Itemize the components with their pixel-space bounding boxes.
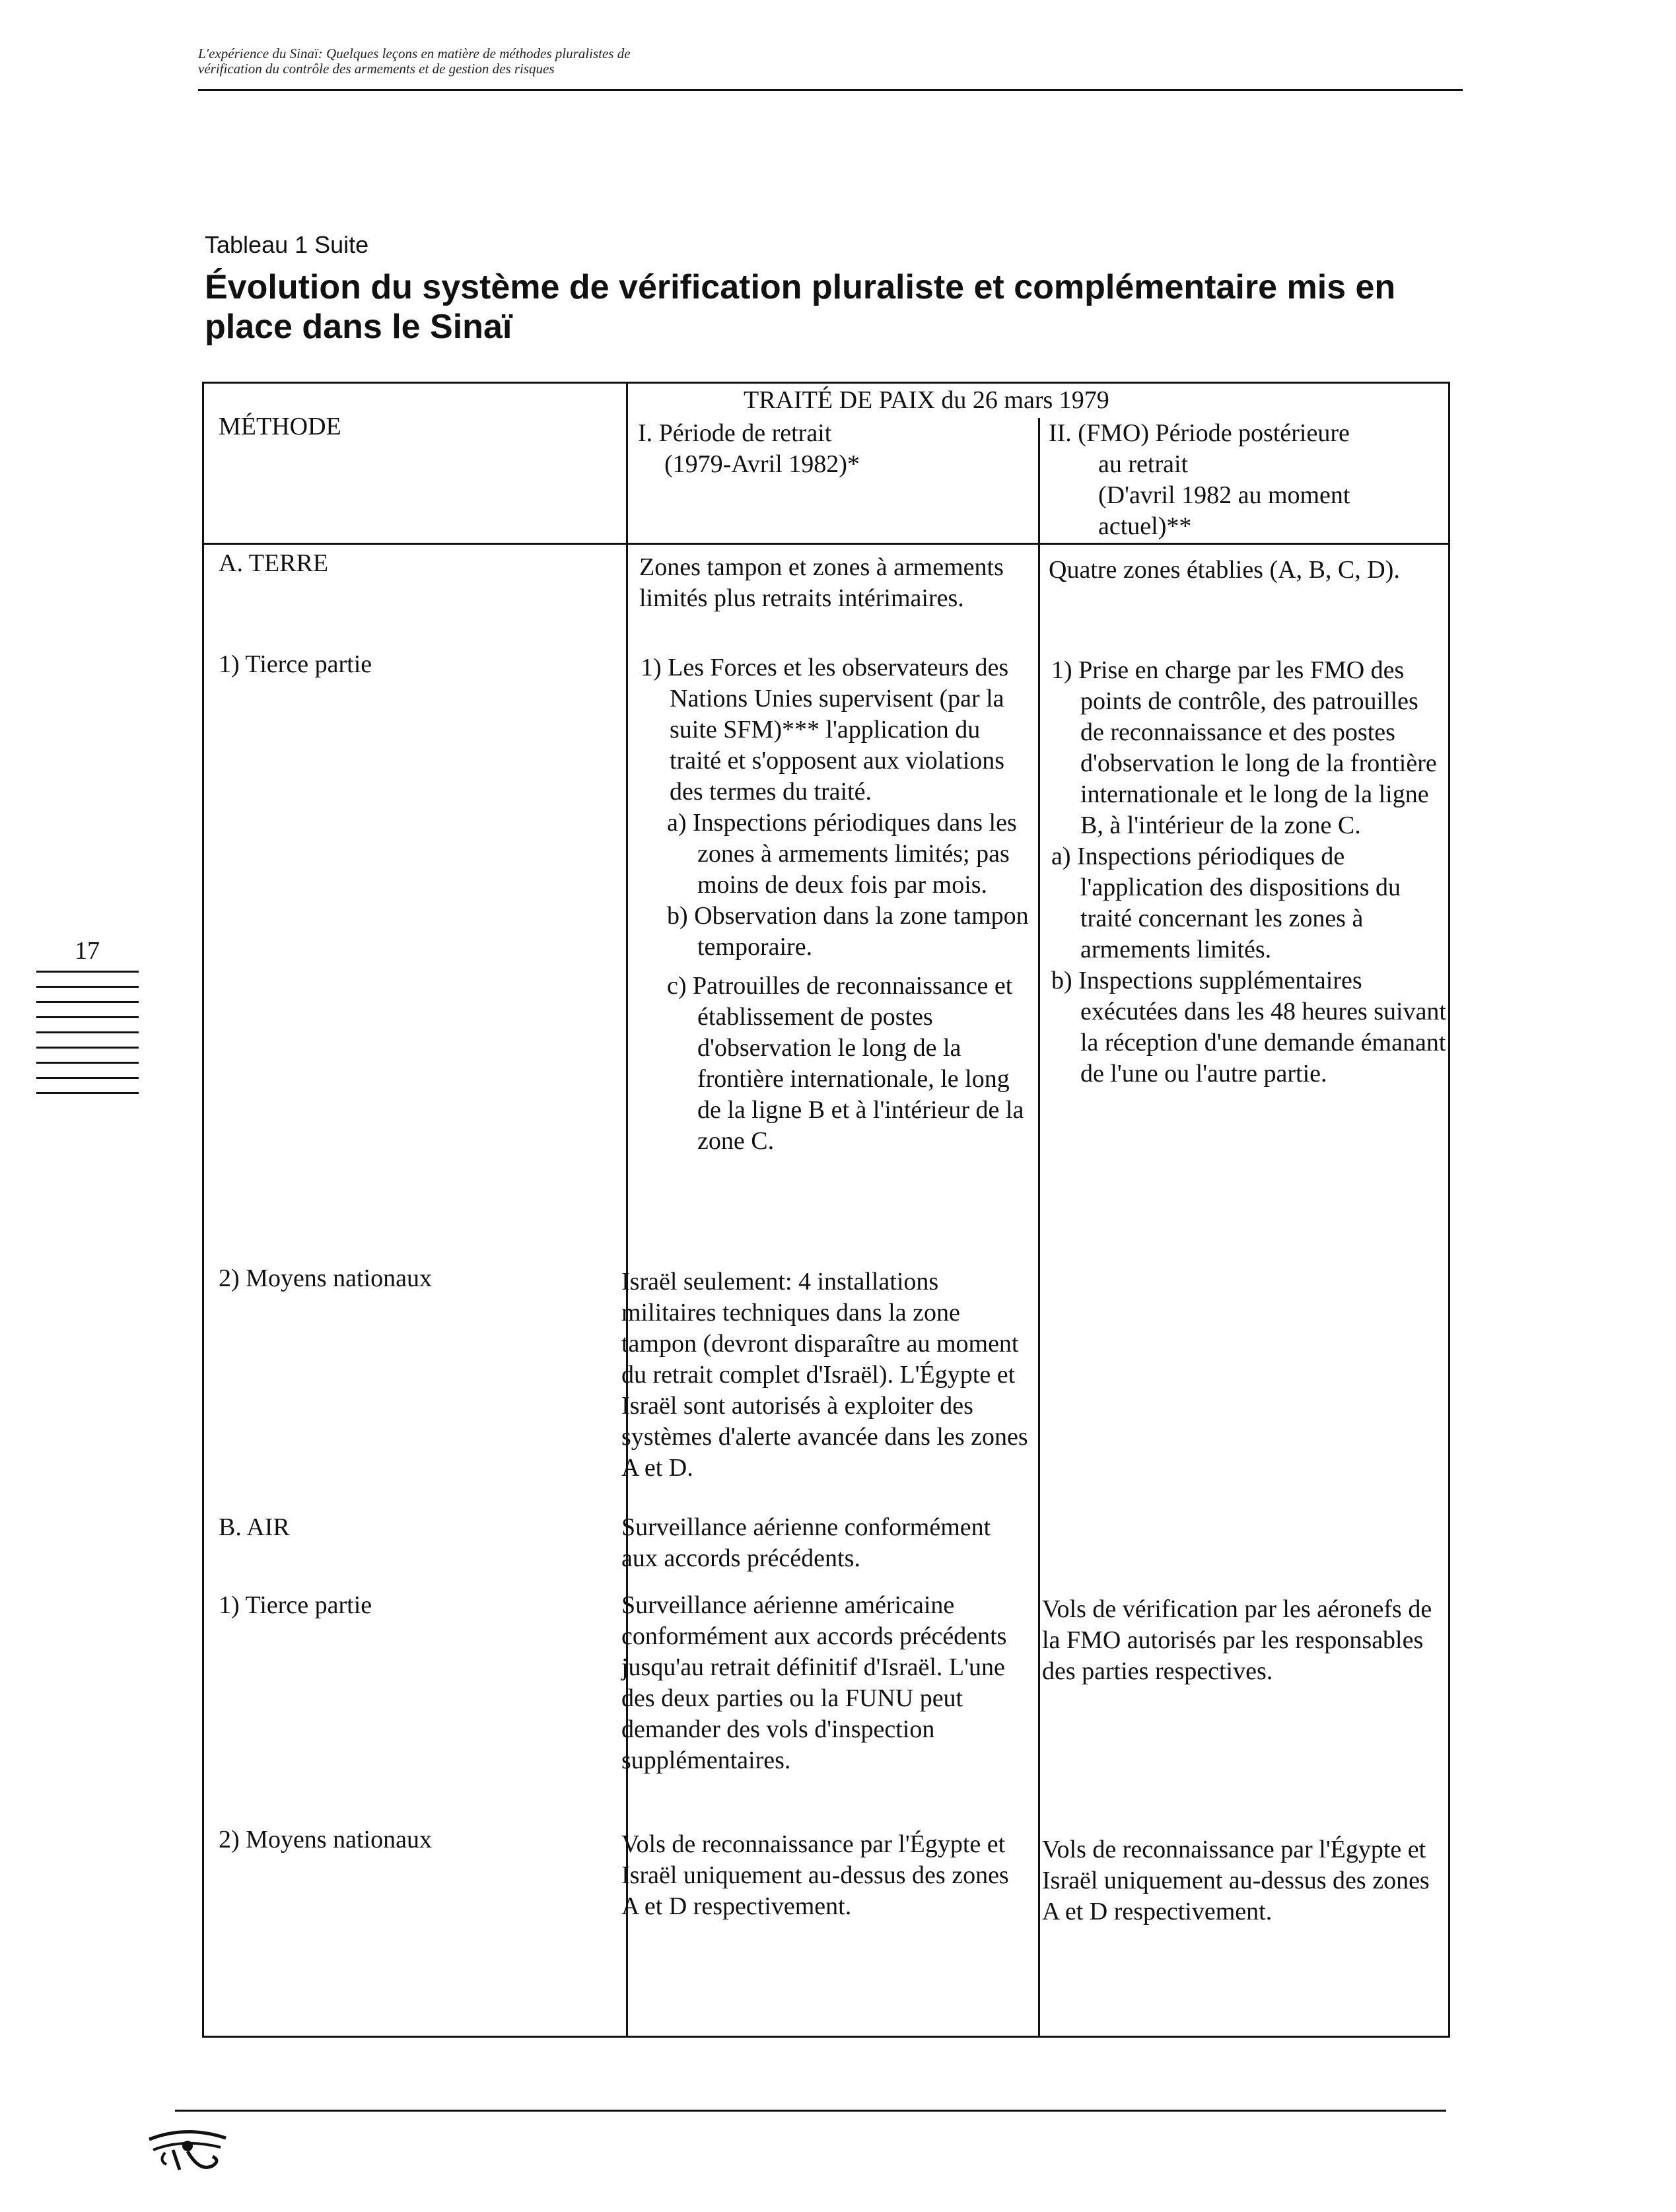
tierce-terre-p1-item-c: c) Patrouilles de reconnaissance et établissement de postes d'observation le long de la frontière internationale, le long de la ligne B et à l'intérieur de la zone C. bbox=[667, 972, 1024, 1155]
tierce-terre-p1-intro: 1) Les Forces et les observateurs des Nations Unies supervisent (par la suite SFM)*** l'application du traité et s'opposent aux violations des termes du traité. bbox=[641, 654, 1009, 806]
tierce-terre-p2-item-a: a) Inspections périodiques de l'application des dispositions du traité concernant les zones à armements limités. bbox=[1051, 843, 1401, 963]
tierce-terre-period-2 bbox=[1042, 655, 1446, 1089]
column-divider-1 bbox=[626, 382, 628, 2038]
table-border-right-lower bbox=[1448, 543, 1450, 2038]
row-label-air: B. AIR bbox=[219, 1513, 290, 1541]
header-period-1 bbox=[638, 418, 1034, 480]
tierce-terre-p2-intro: 1) Prise en charge par les FMO des points de contrôle, des patrouilles de reconnaissance et des postes d'observation le long de la frontière internationale et le long de la ligne B, à l'intérieur de la zone C. bbox=[1051, 656, 1437, 839]
table-border-left bbox=[202, 382, 204, 2038]
tierce-air-period-1: Surveillance aérienne américaine conformément aux accords précédents jusqu'au retrait définitif d'Israël. L'une des deux parties ou la FUNU peut demander des vols d'inspection supplémentaires. bbox=[621, 1591, 1007, 1774]
header-methode: MÉTHODE bbox=[219, 413, 341, 440]
table-border-top bbox=[202, 382, 1450, 384]
row-label-tierce-partie-air: 1) Tierce partie bbox=[219, 1591, 372, 1619]
terre-period-2: Quatre zones établies (A, B, C, D). bbox=[1049, 556, 1400, 584]
header-divider bbox=[202, 543, 1450, 545]
row-label-moyens-nationaux-air: 2) Moyens nationaux bbox=[219, 1826, 432, 1853]
eye-logo-icon bbox=[147, 2126, 229, 2174]
tierce-terre-p1-item-a: a) Inspections périodiques dans les zones à armements limités; pas moins de deux fois par mois. bbox=[667, 809, 1017, 899]
tierce-terre-p2-item-b: b) Inspections supplémentaires exécutées dans les 48 heures suivant la réception d'une demande émanant de l'une ou l'autre partie. bbox=[1051, 967, 1446, 1088]
header-treaty: TRAITÉ DE PAIX du 26 mars 1979 bbox=[744, 386, 1109, 414]
row-label-tierce-partie-terre: 1) Tierce partie bbox=[219, 650, 372, 678]
tierce-terre-period-1 bbox=[631, 652, 1034, 1157]
row-label-terre: A. TERRE bbox=[219, 549, 329, 577]
tierce-air-period-2: Vols de vérification par les aéronefs de la FMO autorisés par les responsables des parties respectives. bbox=[1042, 1595, 1432, 1685]
header-rule bbox=[198, 89, 1463, 91]
header-period-1-line-1: I. Période de retrait bbox=[638, 419, 832, 447]
moyens-air-period-2: Vols de reconnaissance par l'Égypte et Israël uniquement au-dessus des zones A et D respectivement. bbox=[1042, 1836, 1430, 1925]
running-head bbox=[198, 46, 1387, 77]
table-caption: Tableau 1 Suite bbox=[205, 231, 369, 258]
header-period-2-line-1: II. (FMO) Période postérieure bbox=[1049, 419, 1350, 447]
header-period-2-line-4: actuel)** bbox=[1098, 512, 1192, 540]
footer-rule bbox=[175, 2110, 1446, 2112]
page-number: 17 bbox=[75, 937, 100, 965]
moyens-terre-period-1: Israël seulement: 4 installations militaires techniques dans la zone tampon (devront disparaître au moment du retrait complet d'Israël). L'Égypte et Israël sont autorisés à exploiter des systèmes d'alerte avancée dans les zones A et D. bbox=[621, 1268, 1028, 1482]
running-head-line-2: vérification du contrôle des armements et de gestion des risques bbox=[198, 61, 555, 77]
table-border-right bbox=[1448, 382, 1450, 543]
header-period-2 bbox=[1049, 418, 1445, 542]
header-period-1-line-2: (1979-Avril 1982)* bbox=[664, 450, 860, 478]
tierce-terre-p1-item-b: b) Observation dans la zone tampon temporaire. bbox=[667, 902, 1029, 961]
verification-table bbox=[202, 382, 1450, 2038]
table-title: Évolution du système de vérification pluraliste et complémentaire mis en place dans le Sinaï bbox=[205, 268, 1396, 346]
header-period-2-line-2: au retrait bbox=[1098, 450, 1189, 478]
header-period-2-line-3: (D'avril 1982 au moment bbox=[1098, 481, 1350, 509]
running-head-line-1: L'expérience du Sinaï: Quelques leçons en matière de méthodes pluralistes de bbox=[198, 46, 631, 61]
column-divider-2 bbox=[1038, 418, 1040, 2038]
moyens-air-period-1: Vols de reconnaissance par l'Égypte et Israël uniquement au-dessus des zones A et D respectivement. bbox=[621, 1830, 1009, 1920]
margin-decoration bbox=[36, 971, 139, 1107]
row-label-moyens-nationaux-terre: 2) Moyens nationaux bbox=[219, 1264, 432, 1292]
air-period-1: Surveillance aérienne conformément aux accords précédents. bbox=[621, 1513, 991, 1572]
table-border-bottom bbox=[202, 2036, 1450, 2038]
terre-period-1: Zones tampon et zones à armements limités plus retraits intérimaires. bbox=[639, 553, 1004, 612]
